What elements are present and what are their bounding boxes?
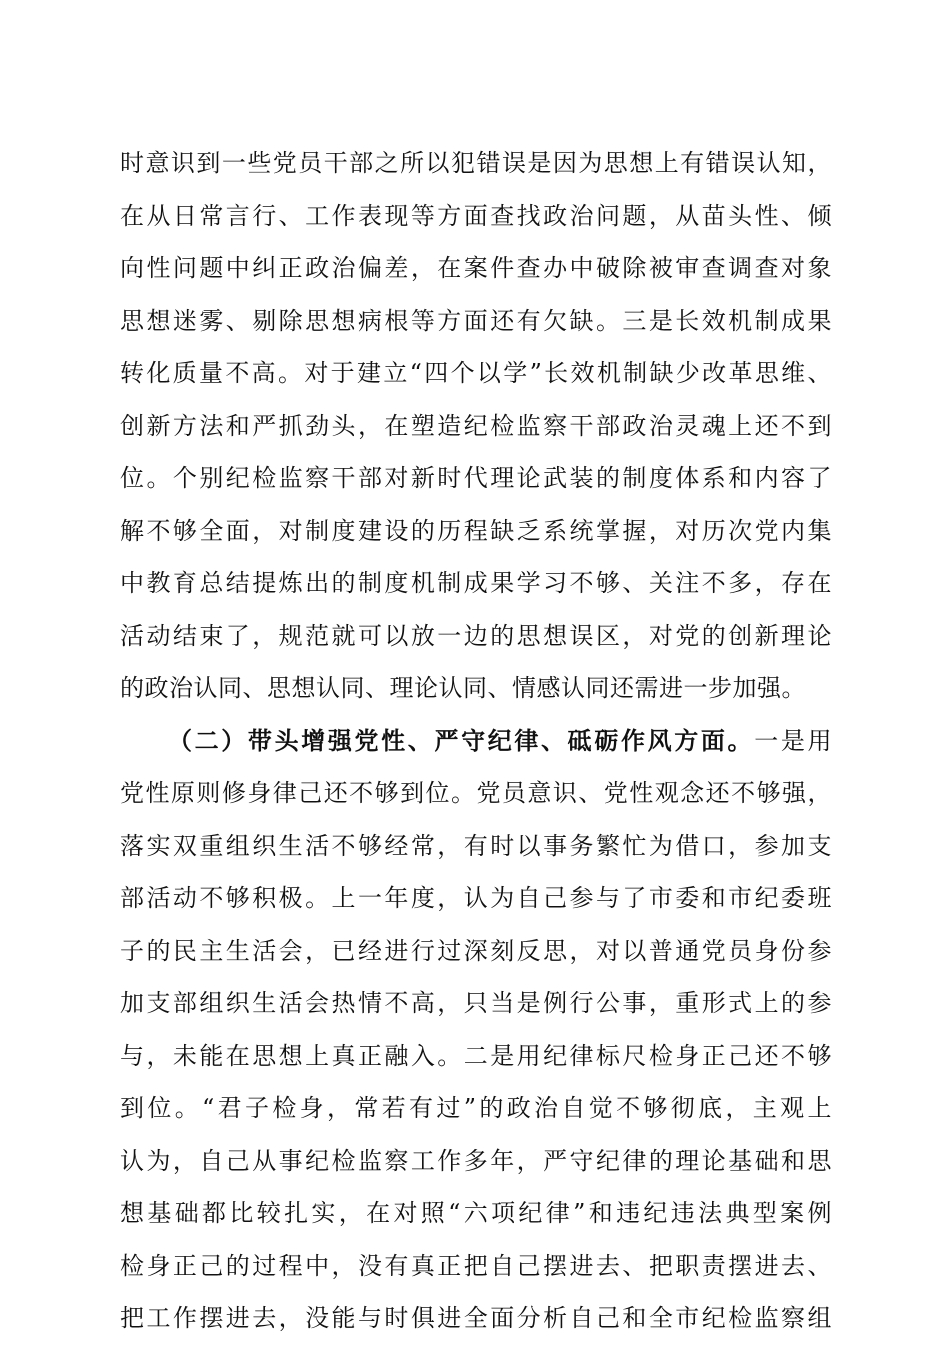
text-line: 思想迷雾、剔除思想病根等方面还有欠缺。三是长效机制成果 [120,306,832,335]
text-line: 与，未能在思想上真正融入。二是用纪律标尺检身正己还不够 [120,1041,832,1070]
text-line: 中教育总结提炼出的制度机制成果学习不够、关注不多，存在 [120,569,832,597]
text-line: 活动结束了，规范就可以放一边的思想误区，对党的创新理论 [120,621,832,650]
text-line: 想基础都比较扎实，在对照“六项纪律”和违纪违法典型案例 [120,1199,832,1227]
text-line: 创新方法和严抓劲头，在塑造纪检监察干部政治灵魂上还不到 [120,411,832,440]
text-line: 落实双重组织生活不够经常，有时以事务繁忙为借口，参加支 [120,831,832,860]
text-line: 解不够全面，对制度建设的历程缺乏系统掌握，对历次党内集 [120,516,832,545]
text-line: 的政治认同、思想认同、理论认同、情感认同还需进一步加强。 [120,674,806,702]
paragraph-1 [120,137,832,715]
text-line: 子的民主生活会，已经进行过深刻反思，对以普通党员身份参 [120,936,832,965]
text-line: 加支部组织生活会热情不高，只当是例行公事，重形式上的参 [120,989,832,1017]
text-line: 位。个别纪检监察干部对新时代理论武装的制度体系和内容了 [120,464,832,492]
text-line: 认为，自己从事纪检监察工作多年，严守纪律的理论基础和思 [120,1146,832,1175]
text-line: 向性问题中纠正政治偏差，在案件查办中破除被审查调查对象 [120,254,832,282]
text-line: 转化质量不高。对于建立“四个以学”长效机制缺少改革思维、 [120,359,832,387]
text-line: 部活动不够积极。上一年度，认为自己参与了市委和市纪委班 [120,884,832,912]
body-text [120,137,832,1345]
text-line: 把工作摆进去，没能与时俱进全面分析自己和全市纪检监察组 [120,1304,832,1332]
text-line: 党性原则修身律己还不够到位。党员意识、党性观念还不够强， [120,779,832,807]
text-line: 时意识到一些党员干部之所以犯错误是因为思想上有错误认知， [120,149,832,177]
text-line: 在从日常言行、工作表现等方面查找政治问题，从苗头性、倾 [120,201,832,230]
paragraph-2 [120,715,832,1345]
text-line: 到位。“君子检身，常若有过”的政治自觉不够彻底，主观上 [120,1094,832,1122]
text-line: 检身正己的过程中，没有真正把自己摆进去、把职责摆进去、 [120,1251,832,1280]
text-span: 一是用 [754,726,833,755]
section-heading-line [120,715,832,768]
section-heading: （二）带头增强党性、严守纪律、砥砺作风方面。 [168,725,755,755]
